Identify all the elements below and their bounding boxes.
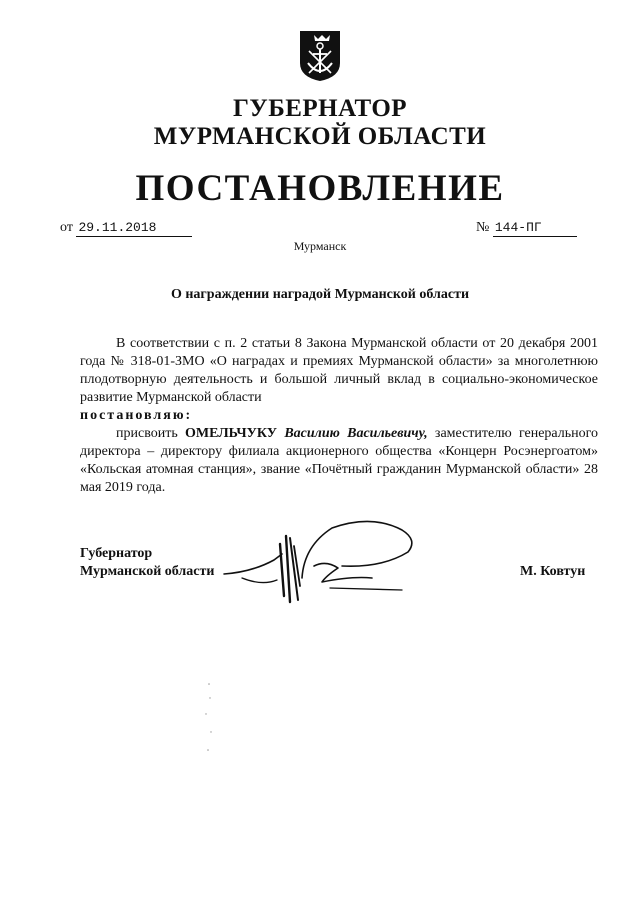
signatory-name: М. Ковтун [520, 564, 586, 579]
issuer-line-1: ГУБЕРНАТОР [232, 95, 408, 122]
document-number [476, 219, 577, 237]
document-type-title: ПОСТАНОВЛЕНИЕ [135, 168, 505, 209]
award-verb: присвоить [116, 426, 178, 441]
issuer-line-2: МУРМАНСКОЙ ОБЛАСТИ [153, 123, 487, 150]
body-paragraph-1: В соответствии с п. 2 статьи 8 Закона Мурманской области от 20 декабря 2001 года № 318-01-ЗМО «О наградах и премиях Мурманской области» за многолетнюю плодотворную деятельность и большой личный вклад в социально-экономическое развитие Мурманской области [80, 336, 598, 405]
document-date [60, 219, 192, 237]
coat-of-arms-icon [296, 27, 344, 83]
number-prefix: № [476, 220, 490, 235]
awardee-surname: ОМЕЛЬЧУКУ [184, 426, 278, 441]
number-value: 144-ПГ [493, 220, 577, 237]
signatory-position [80, 545, 214, 581]
signatory-position-line-1: Губернатор [80, 546, 153, 561]
date-prefix: от [60, 220, 73, 235]
document-subject: О награждении наградой Мурманской области [170, 287, 470, 302]
scan-noise-specks [200, 680, 220, 760]
document-body [80, 335, 598, 497]
date-value: 29.11.2018 [76, 220, 192, 237]
handwritten-signature-icon [222, 516, 422, 606]
decree-verb: постановляю: [80, 408, 193, 423]
award-details: заместителю генерального директора – директору филиала акционерного общества «Концерн Росэнергоатом» «Кольская атомная станция», звание «Почётный гражданин Мурманской области» 28 мая 2019 года. [80, 426, 599, 495]
awardee-names: Василию Васильевичу, [284, 426, 428, 441]
body-paragraph-2 [80, 425, 598, 497]
issue-city: Мурманск [293, 239, 347, 253]
signatory-position-line-2: Мурманской области [80, 564, 215, 579]
